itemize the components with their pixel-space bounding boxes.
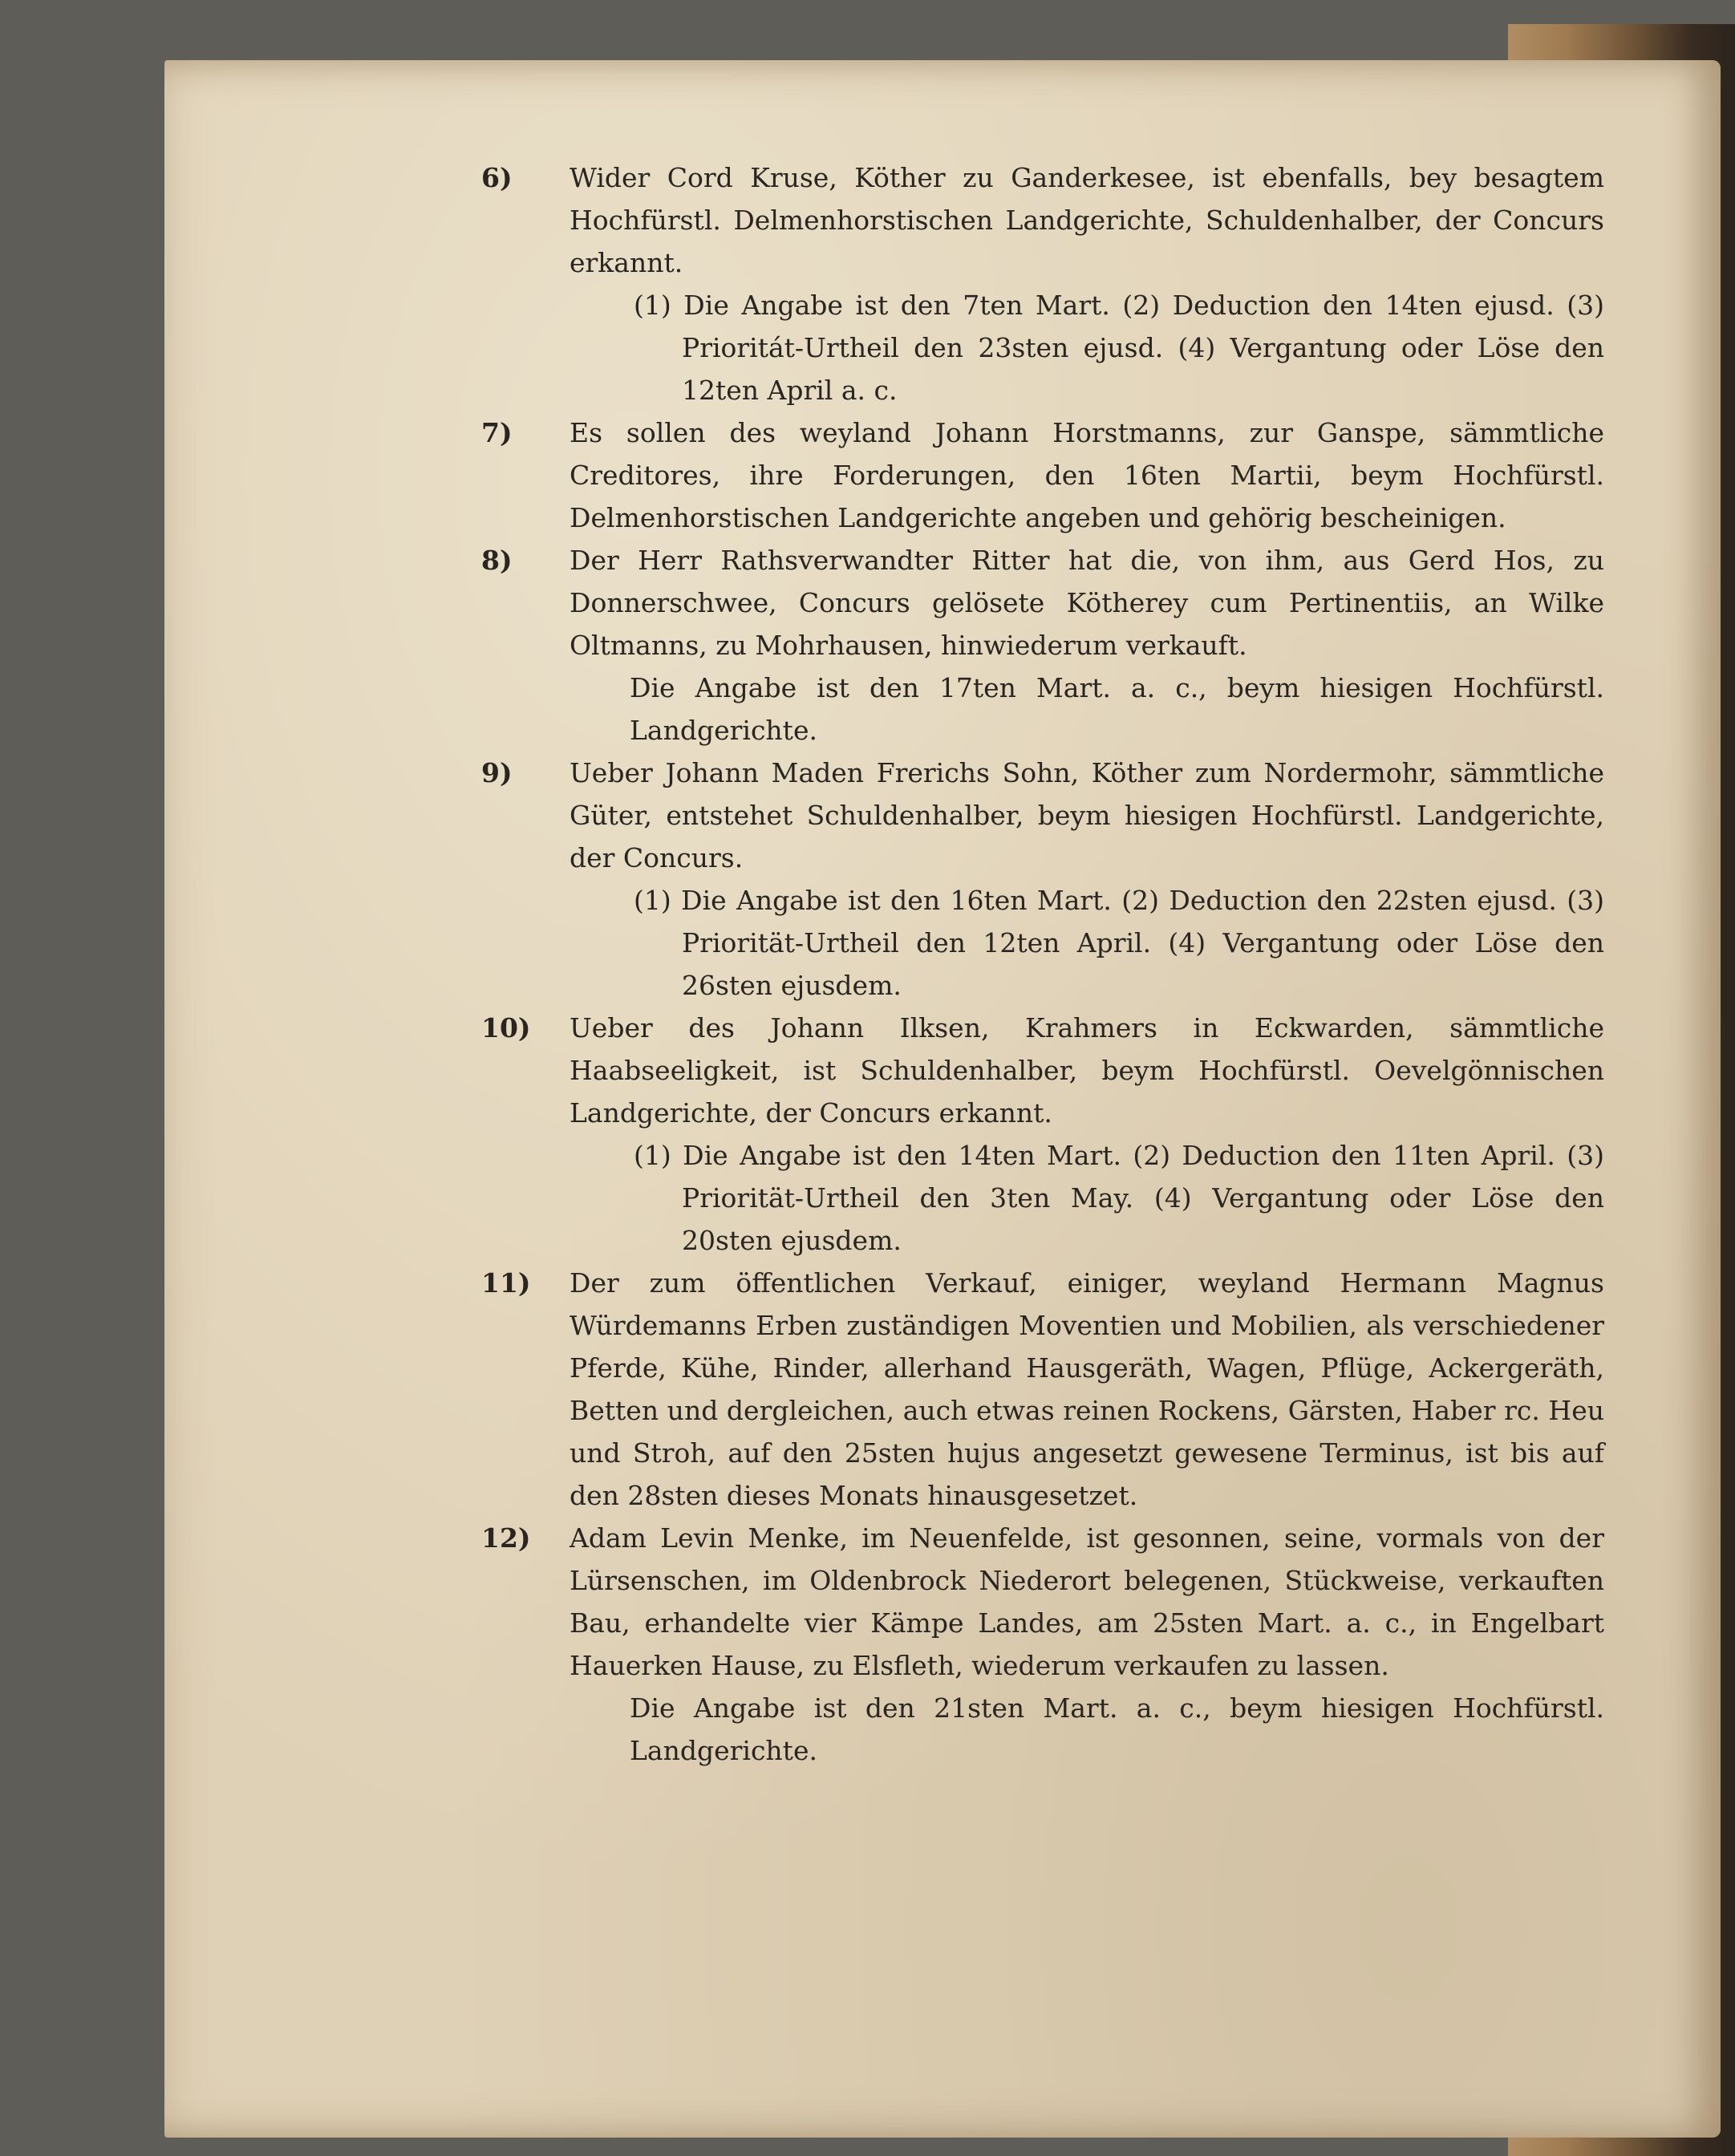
page-text bbox=[481, 156, 1604, 1772]
entry-number: 10) bbox=[481, 1012, 531, 1044]
entry-number: 6) bbox=[481, 162, 513, 193]
entry-number: 12) bbox=[481, 1522, 531, 1554]
entry-schedule: (1) Die Angabe ist den 16ten Mart. (2) Deduction den 22sten ejusd. (3) Priorität-Urtheil den 12ten April. (4) Vergantung oder Löse den 26sten ejusdem. bbox=[634, 885, 1604, 1001]
entry-text: Der zum öffentlichen Verkauf, einiger, weyland Hermann Magnus Würdemanns Erben zuständigen Moventien und Mobilien, als verschiedener Pferde, Kühe, Rinder, allerhand Hausgeräth, Wagen, Pflüge, Ackergeräth, Betten und dergleichen, auch etwas reinen Rockens, Gärsten, Haber rc. Heu und Stroh, auf den 25sten hujus angesetzt gewesene Terminus, ist bis auf den 28sten dieses Monats hinausgesetzet. bbox=[570, 1267, 1604, 1511]
entry-schedule: (1) Die Angabe ist den 14ten Mart. (2) Deduction den 11ten April. (3) Priorität-Urtheil den 3ten May. (4) Vergantung oder Löse den 20sten ejusdem. bbox=[634, 1140, 1604, 1256]
entry-text: Ueber des Johann Ilksen, Krahmers in Eckwarden, sämmtliche Haabseeligkeit, ist Schuldenhalber, beym Hochfürstl. Oevelgönnischen Landgerichte, der Concurs erkannt. bbox=[570, 1012, 1604, 1129]
entry-10 bbox=[481, 1007, 1604, 1262]
entry-number: 8) bbox=[481, 545, 513, 576]
entry-8 bbox=[481, 539, 1604, 752]
entry-note: Die Angabe ist den 21sten Mart. a. c., beym hiesigen Hochfürstl. Landgerichte. bbox=[630, 1692, 1604, 1766]
entry-text: Der Herr Rathsverwandter Ritter hat die, von ihm, aus Gerd Hos, zu Donnerschwee, Concurs gelösete Kötherey cum Pertinentiis, an Wilke Oltmanns, zu Mohrhausen, hinwiederum verkauft. bbox=[570, 545, 1604, 661]
entry-6 bbox=[481, 156, 1604, 411]
entry-12 bbox=[481, 1517, 1604, 1772]
entry-number: 7) bbox=[481, 417, 513, 448]
entry-11 bbox=[481, 1262, 1604, 1517]
entry-note: Die Angabe ist den 17ten Mart. a. c., beym hiesigen Hochfürstl. Landgerichte. bbox=[630, 672, 1604, 746]
entry-number: 9) bbox=[481, 757, 513, 788]
entry-7 bbox=[481, 411, 1604, 539]
entry-text: Es sollen des weyland Johann Horstmanns, zur Ganspe, sämmtliche Creditores, ihre Forderungen, den 16ten Martii, beym Hochfürstl. Delmenhorstischen Landgerichte angeben und gehörig bescheinigen. bbox=[570, 417, 1604, 533]
entry-text: Ueber Johann Maden Frerichs Sohn, Köther zum Nordermohr, sämmtliche Güter, entstehet Schuldenhalber, beym hiesigen Hochfürstl. Landgerichte, der Concurs. bbox=[570, 757, 1604, 873]
entry-text: Wider Cord Kruse, Köther zu Ganderkesee, ist ebenfalls, bey besagtem Hochfürstl. Delmenhorstischen Landgerichte, Schuldenhalber, der Concurs erkannt. bbox=[570, 162, 1604, 278]
entry-number: 11) bbox=[481, 1267, 531, 1299]
entry-text: Adam Levin Menke, im Neuenfelde, ist gesonnen, seine, vormals von der Lürsenschen, im Oldenbrock Niederort belegenen, Stückweise, verkauften Bau, erhandelte vier Kämpe Landes, am 25sten Mart. a. c., in Engelbart Hauerken Hause, zu Elsfleth, wiederum verkaufen zu lassen. bbox=[570, 1522, 1604, 1681]
entry-9 bbox=[481, 752, 1604, 1007]
entry-schedule: (1) Die Angabe ist den 7ten Mart. (2) Deduction den 14ten ejusd. (3) Prioritát-Urtheil den 23sten ejusd. (4) Vergantung oder Löse den 12ten April a. c. bbox=[634, 290, 1604, 406]
